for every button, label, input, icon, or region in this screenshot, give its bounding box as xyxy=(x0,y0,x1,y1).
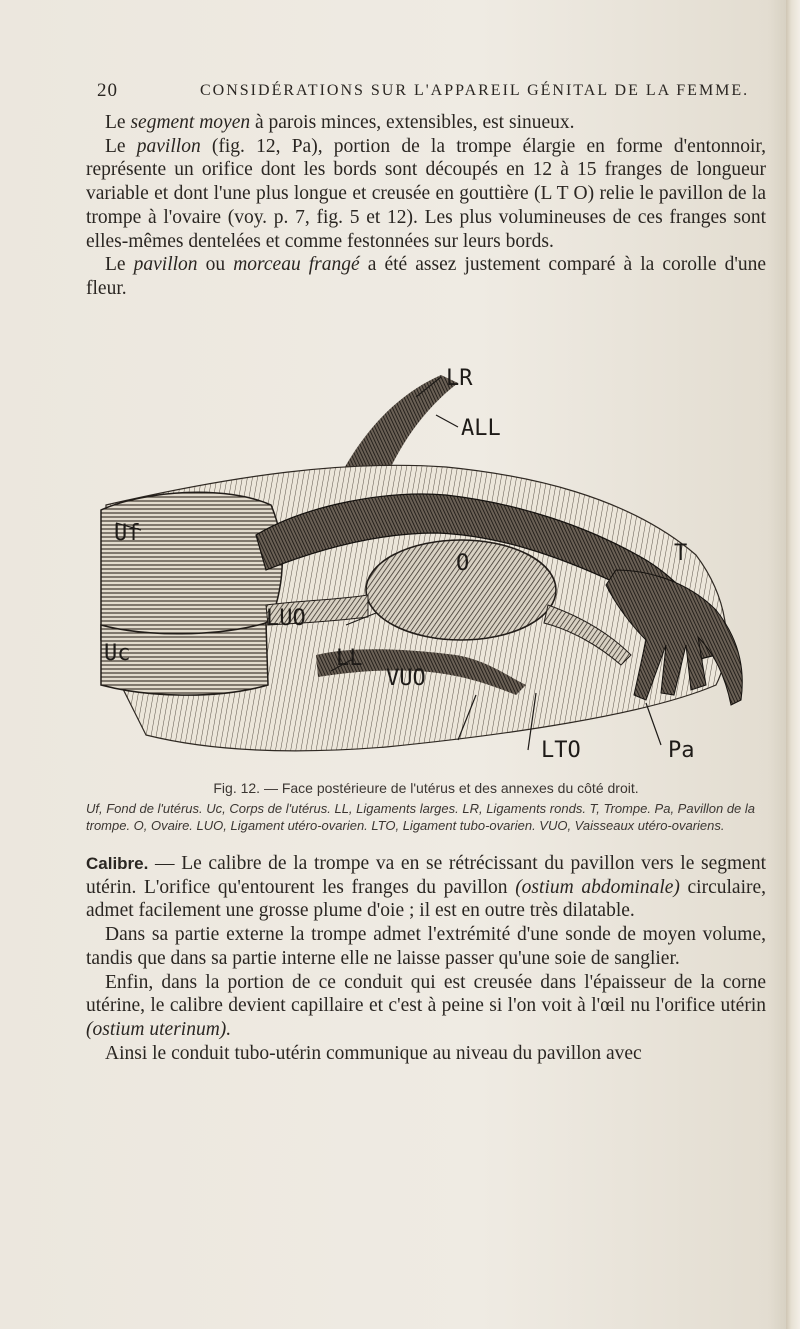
label-lr: LR xyxy=(446,366,473,391)
label-t: T xyxy=(674,541,688,566)
figure-caption-title: Fig. 12. — Face postérieure de l'utérus et des annexes du côté droit. xyxy=(213,780,639,796)
term-morceau-frange: morceau frangé xyxy=(233,254,360,276)
paragraph-segment-moyen xyxy=(86,111,766,135)
running-title: CONSIDÉRATIONS SUR L'APPAREIL GÉNITAL DE LA FEMME. xyxy=(200,82,750,99)
uterus-annexes-engraving xyxy=(86,355,766,775)
paragraph-sonde: Dans sa partie externe la trompe admet l'extrémité d'une sonde de moyen volume, tandis que dans sa partie interne elle ne laisse passer qu'une soie de sanglier. xyxy=(86,924,766,969)
text-run: à parois minces, extensibles, est sinueux. xyxy=(255,112,575,133)
label-luo: LUO xyxy=(266,606,306,631)
anatomical-figure xyxy=(86,355,766,775)
paragraph-morceau-frange xyxy=(86,253,766,300)
text-run: Enfin, dans la portion de ce conduit qui est creusée dans l'épaisseur de la corne utérine, le calibre devient capillaire et c'est à peine si l'on voit à l'œil nu l'orifice utérin xyxy=(86,971,766,1017)
body-text xyxy=(86,852,766,1065)
intro-text xyxy=(86,111,766,301)
page-binding-edge xyxy=(786,0,800,1329)
article: Le xyxy=(105,254,126,276)
text-run: circulaire, admet facilement une grosse plume d'oie ; il est en outre très dilatable. xyxy=(86,876,767,922)
paragraph-pavillon xyxy=(86,135,766,254)
term-segment-moyen: segment moyen xyxy=(130,112,251,133)
running-head xyxy=(0,80,800,106)
term-pavillon: pavillon xyxy=(133,254,198,276)
text-run: — Le calibre de la trompe va en se rétrécissant du pavillon vers le segment utérin. L'orifice qu'entourent les franges du pavillon xyxy=(86,853,766,898)
uterine-fundus xyxy=(101,492,282,645)
article: Le xyxy=(105,112,126,133)
paragraph-capillaire xyxy=(86,971,766,1042)
paragraph-calibre xyxy=(86,852,766,923)
term-ostium-uterinum: (ostium uterinum). xyxy=(86,1018,232,1040)
page-number: 20 xyxy=(97,80,118,101)
label-vuo: VUO xyxy=(386,666,426,691)
label-pa: Pa xyxy=(668,738,695,763)
figure-caption-legend: Uf, Fond de l'utérus. Uc, Corps de l'utérus. LL, Ligaments larges. LR, Ligaments ronds. T, Trompe. Pa, Pavillon de la trompe. O, Ovaire. LUO, Ligament utéro-ovarien. LTO, Ligament tubo-ovarien. VUO, Vaisseaux utéro-ovariens. xyxy=(86,801,756,833)
term-ostium-abdominale: (ostium abdominale) xyxy=(515,876,680,898)
paragraph-conduit: Ainsi le conduit tubo-utérin communique au niveau du pavillon avec xyxy=(105,1042,642,1064)
term-pavillon: pavillon xyxy=(136,135,201,157)
section-heading-calibre: Calibre. xyxy=(86,854,149,873)
text-run: ou xyxy=(205,254,226,276)
label-uc: Uc xyxy=(104,641,131,666)
label-o: O xyxy=(456,551,470,576)
article: Le xyxy=(105,135,126,157)
label-ll: LL xyxy=(336,646,363,671)
text-run: (fig. 12, Pa), portion de la trompe élargie en forme d'entonnoir, représente un orifice dont les bords sont découpés en 12 à 15 franges de longueur variable et dont l'une plus longue et creusée en gouttière (L T O) relie le pavillon de la trompe à l'ovaire (voy. p. 7, fig. 5 et 12). Les plus volumineuses de ces franges sont elles-mêmes dentelées et comme festonnées sur leurs bords. xyxy=(86,135,766,252)
label-uf: Uf xyxy=(114,521,141,546)
label-lto: LTO xyxy=(541,738,581,763)
text-run: a été assez justement comparé à la corolle d'une fleur. xyxy=(86,254,766,299)
label-all: ALL xyxy=(461,416,501,441)
